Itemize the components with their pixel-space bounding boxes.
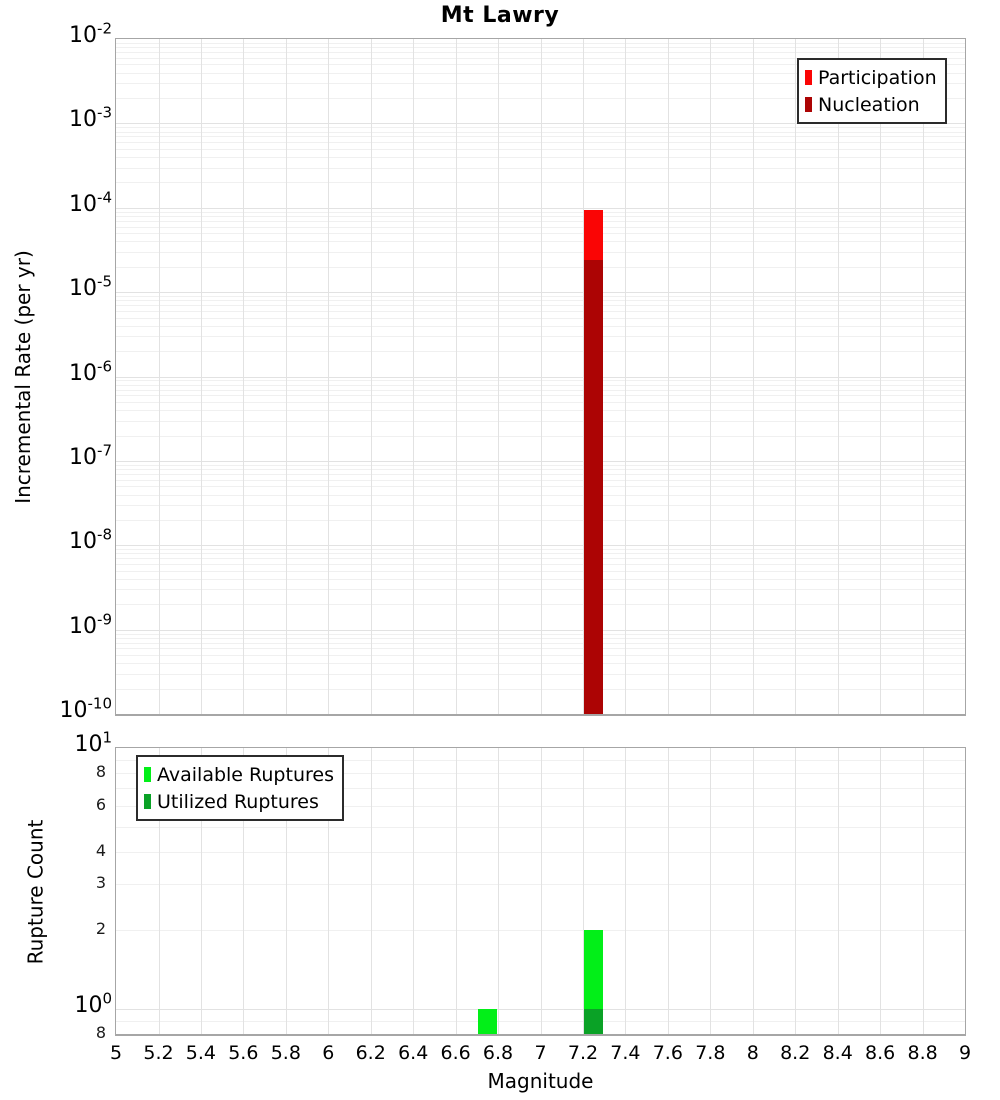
y-tick-label: $10^{-6}$ bbox=[69, 357, 112, 386]
vertical-gridline bbox=[286, 39, 287, 714]
chart-title: Mt Lawry bbox=[440, 3, 560, 28]
y-tick-label: $10^{-7}$ bbox=[69, 441, 112, 470]
y-tick-label: $10^{-2}$ bbox=[69, 19, 112, 48]
y-minor-tick-label: 2 bbox=[95, 919, 106, 939]
bar-available-ruptures bbox=[478, 1009, 497, 1034]
vertical-gridline bbox=[456, 748, 457, 1034]
x-tick-label: 8.2 bbox=[780, 1042, 811, 1064]
x-tick-label: 5.6 bbox=[228, 1042, 259, 1064]
y-tick-label: $10^{-3}$ bbox=[69, 104, 112, 133]
vertical-gridline bbox=[710, 748, 711, 1034]
vertical-gridline bbox=[923, 748, 924, 1034]
legend-item-participation bbox=[805, 64, 937, 91]
x-tick-label: 7.8 bbox=[695, 1042, 726, 1064]
vertical-gridline bbox=[795, 39, 796, 714]
x-tick-label: 8 bbox=[746, 1042, 759, 1064]
y-tick-label: $10^{-9}$ bbox=[69, 610, 112, 639]
vertical-gridline bbox=[371, 39, 372, 714]
x-tick-label: 6.8 bbox=[482, 1042, 514, 1064]
vertical-gridline bbox=[159, 39, 160, 714]
vertical-gridline bbox=[243, 39, 244, 714]
y-tick-label: $10^1$ bbox=[74, 728, 112, 757]
vertical-gridline bbox=[668, 748, 669, 1034]
vertical-gridline bbox=[541, 748, 542, 1034]
vertical-gridline bbox=[413, 748, 414, 1034]
vertical-gridline bbox=[498, 748, 499, 1034]
y-minor-tick-label: 3 bbox=[95, 873, 106, 893]
legend-item-available-ruptures bbox=[144, 761, 334, 788]
legend-label: Participation bbox=[818, 66, 937, 89]
vertical-gridline bbox=[880, 39, 881, 714]
x-tick-label: 6.4 bbox=[398, 1042, 429, 1064]
legend-label: Available Ruptures bbox=[157, 763, 334, 786]
vertical-gridline bbox=[541, 39, 542, 714]
x-tick-label: 9 bbox=[958, 1042, 972, 1064]
legend-label: Nucleation bbox=[818, 93, 920, 116]
vertical-gridline bbox=[456, 39, 457, 714]
x-tick-label: 5.4 bbox=[185, 1042, 216, 1064]
y-minor-tick-label: 8 bbox=[95, 762, 106, 782]
bar-utilized-ruptures bbox=[584, 1009, 603, 1034]
participation-marker-icon bbox=[805, 70, 812, 85]
vertical-gridline bbox=[668, 39, 669, 714]
vertical-gridline bbox=[923, 39, 924, 714]
vertical-gridline bbox=[498, 39, 499, 714]
vertical-gridline bbox=[753, 748, 754, 1034]
vertical-gridline bbox=[413, 39, 414, 714]
y-minor-tick-label: 4 bbox=[95, 840, 106, 860]
x-axis-title: Magnitude bbox=[487, 1069, 594, 1093]
x-tick-label: 6.6 bbox=[440, 1042, 471, 1064]
y-tick-label: $10^{-10}$ bbox=[59, 694, 112, 723]
x-tick-label: 5 bbox=[109, 1042, 123, 1064]
x-tick-label: 7.2 bbox=[567, 1042, 599, 1064]
utilized-ruptures-marker-icon bbox=[144, 794, 151, 809]
vertical-gridline bbox=[371, 748, 372, 1034]
y-tick-label: $10^{-5}$ bbox=[69, 272, 112, 302]
x-tick-label: 5.8 bbox=[270, 1042, 301, 1064]
vertical-gridline bbox=[838, 748, 839, 1034]
legend-label: Utilized Ruptures bbox=[157, 790, 319, 813]
x-tick-label: 7.4 bbox=[610, 1042, 641, 1064]
vertical-gridline bbox=[201, 39, 202, 714]
vertical-gridline bbox=[328, 39, 329, 714]
x-tick-label: 8.4 bbox=[822, 1042, 853, 1064]
x-tick-label: 6 bbox=[322, 1042, 335, 1064]
y-tick-label: $10^{-8}$ bbox=[69, 525, 112, 555]
x-tick-label: 5.2 bbox=[143, 1042, 174, 1064]
vertical-gridline bbox=[795, 748, 796, 1034]
rate-legend bbox=[797, 58, 947, 124]
y-minor-tick-label: 8 bbox=[95, 1023, 106, 1042]
rate-y-axis-title-wrap bbox=[1, 38, 45, 716]
vertical-gridline bbox=[880, 748, 881, 1034]
rate-y-axis-title: Incremental Rate (per yr) bbox=[11, 250, 35, 504]
count-legend bbox=[136, 755, 344, 821]
nucleation-marker-icon bbox=[805, 97, 812, 112]
vertical-gridline bbox=[625, 748, 626, 1034]
x-tick-label: 7.6 bbox=[652, 1042, 683, 1064]
vertical-gridline bbox=[753, 39, 754, 714]
x-tick-label: 8.8 bbox=[907, 1042, 938, 1064]
legend-item-utilized-ruptures bbox=[144, 788, 334, 815]
y-tick-label: $10^{-4}$ bbox=[69, 188, 112, 217]
vertical-gridline bbox=[625, 39, 626, 714]
x-tick-label: 8.6 bbox=[864, 1042, 896, 1064]
x-tick-label: 7 bbox=[534, 1042, 547, 1064]
vertical-gridline bbox=[710, 39, 711, 714]
count-y-axis-title: Rupture Count bbox=[23, 819, 48, 964]
available-ruptures-marker-icon bbox=[144, 767, 151, 782]
vertical-gridline bbox=[838, 39, 839, 714]
x-tick-label: 6.2 bbox=[355, 1042, 386, 1064]
incremental-rate-panel bbox=[115, 38, 966, 716]
count-y-axis-title-wrap bbox=[13, 747, 57, 1036]
y-tick-label: $10^0$ bbox=[74, 989, 112, 1018]
bar-nucleation bbox=[584, 260, 603, 714]
y-minor-tick-label: 6 bbox=[95, 794, 106, 814]
legend-item-nucleation bbox=[805, 91, 937, 118]
